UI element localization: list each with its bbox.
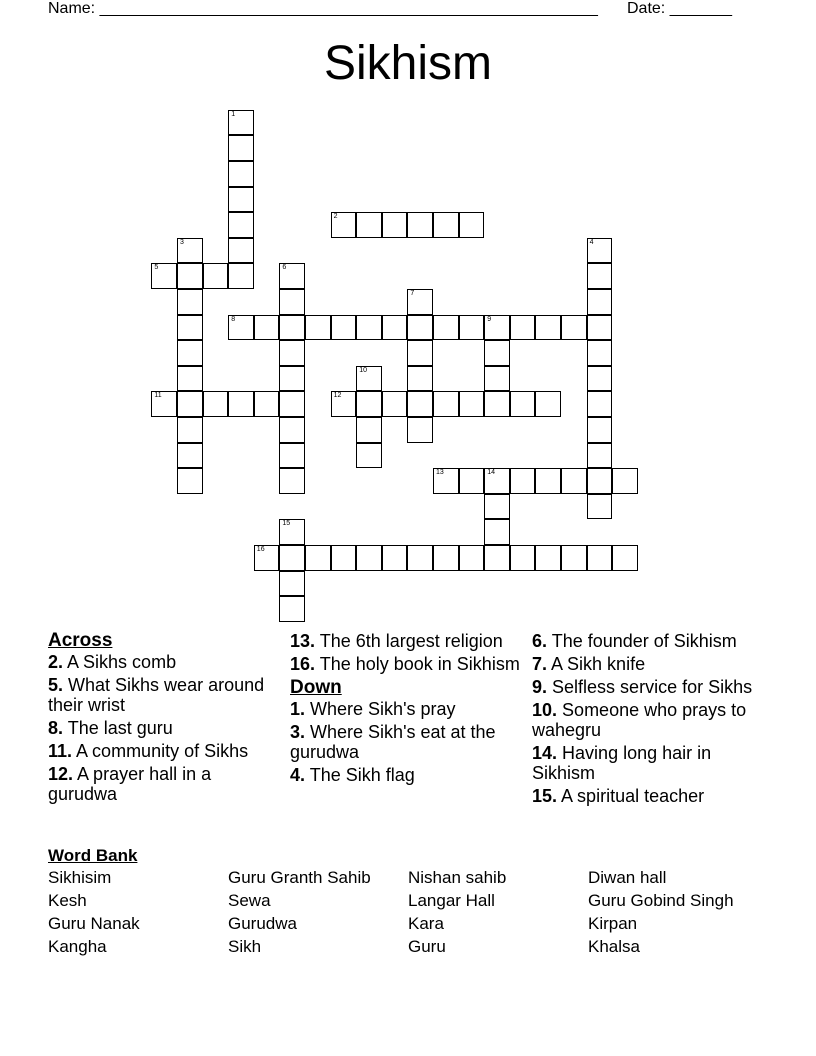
- grid-cell: [459, 315, 485, 341]
- grid-clue-number: 13: [436, 469, 444, 477]
- grid-cell: [203, 263, 229, 289]
- grid-cell: [356, 417, 382, 443]
- grid-cell: [382, 315, 408, 341]
- grid-cell: [228, 187, 254, 213]
- grid-cell: [484, 366, 510, 392]
- grid-cell: [279, 545, 305, 571]
- grid-cell: [459, 545, 485, 571]
- grid-cell: [587, 366, 613, 392]
- grid-cell: [254, 391, 280, 417]
- word-bank-item: Sikhisim: [48, 868, 112, 887]
- grid-cell: [305, 315, 331, 341]
- grid-clue-number: 10: [359, 366, 367, 374]
- grid-clue-number: 4: [589, 238, 594, 246]
- word-bank-item: Diwan hall: [588, 868, 667, 887]
- grid-cell: [433, 545, 459, 571]
- grid-cell: [612, 545, 638, 571]
- grid-cell: [433, 315, 459, 341]
- grid-cell: [254, 315, 280, 341]
- grid-cell: [279, 289, 305, 315]
- word-bank-item: Kesh: [48, 891, 87, 910]
- grid-cell: [510, 315, 536, 341]
- grid-cell: [484, 494, 510, 520]
- grid-cell: [279, 443, 305, 469]
- grid-cell: [177, 366, 203, 392]
- grid-cell: [203, 391, 229, 417]
- grid-cell: [228, 315, 254, 341]
- grid-cell: [331, 391, 357, 417]
- grid-cell: [177, 340, 203, 366]
- grid-cell: [407, 545, 433, 571]
- grid-cell: [535, 545, 561, 571]
- grid-cell: [587, 315, 613, 341]
- page-title: Sikhism: [323, 37, 493, 90]
- grid-clue-number: 14: [487, 469, 495, 477]
- clue-down-4: 4. The Sikh flag: [290, 765, 415, 785]
- word-bank: [48, 868, 768, 957]
- clue-column-1: [48, 630, 278, 807]
- grid-cell: [151, 263, 177, 289]
- clue-across-16: 16. The holy book in Sikhism: [290, 654, 520, 674]
- grid-cell: [228, 161, 254, 187]
- word-bank-item: Sikh: [228, 937, 262, 956]
- grid-cell: [356, 212, 382, 238]
- grid-cell: [612, 468, 638, 494]
- grid-cell: [407, 340, 433, 366]
- grid-cell: [433, 212, 459, 238]
- grid-cell: [484, 391, 510, 417]
- word-bank-heading: Word Bank: [48, 846, 138, 865]
- grid-clue-number: 16: [256, 546, 265, 553]
- grid-cell: [407, 315, 433, 341]
- word-bank-item: Nishan sahib: [408, 868, 507, 887]
- grid-cell: [587, 263, 613, 289]
- grid-cell: [459, 212, 485, 238]
- grid-cell: [356, 443, 382, 469]
- grid-clue-number: 8: [231, 315, 236, 323]
- grid-cell: [279, 366, 305, 392]
- word-bank-item: Kangha: [48, 937, 107, 956]
- grid-cell: [587, 391, 613, 417]
- grid-cell: [177, 443, 203, 469]
- grid-cell: [279, 417, 305, 443]
- grid-cell: [484, 468, 510, 494]
- grid-cell: [177, 417, 203, 443]
- grid-cell: [228, 238, 254, 264]
- grid-cell: [305, 545, 331, 571]
- clue-across-13: 13. The 6th largest religion: [290, 631, 503, 651]
- grid-cell: [228, 135, 254, 161]
- grid-cell: [587, 340, 613, 366]
- grid-cell: [382, 545, 408, 571]
- grid-cell: [356, 366, 382, 392]
- name-field-label: Name: ________________________________________________________: [48, 0, 598, 17]
- grid-cell: [407, 366, 433, 392]
- word-bank-item: Guru Granth Sahib: [228, 868, 371, 887]
- word-bank-item: Gurudwa: [228, 914, 297, 933]
- grid-cell: [587, 417, 613, 443]
- grid-cell: [561, 468, 587, 494]
- grid-cell: [484, 519, 510, 545]
- word-bank-item: Guru Nanak: [48, 914, 140, 933]
- clue-across-2: 2. A Sikhs comb: [48, 652, 177, 672]
- grid-cell: [279, 315, 305, 341]
- clue-across-12: 12. A prayer hall in a gurudwa: [48, 764, 212, 804]
- grid-cell: [279, 263, 305, 289]
- grid-clue-number: 11: [154, 392, 162, 400]
- clue-column-2: [290, 631, 520, 788]
- grid-cell: [459, 391, 485, 417]
- grid-cell: [484, 545, 510, 571]
- grid-cell: [356, 391, 382, 417]
- clue-down-1: 1. Where Sikh's pray: [290, 699, 456, 719]
- word-bank-item: Khalsa: [588, 937, 640, 956]
- grid-cell: [177, 468, 203, 494]
- grid-cell: [510, 468, 536, 494]
- grid-cell: [587, 289, 613, 315]
- grid-cell: [228, 391, 254, 417]
- grid-cell: [279, 340, 305, 366]
- grid-cell: [484, 340, 510, 366]
- grid-cell: [177, 289, 203, 315]
- grid-cell: [331, 545, 357, 571]
- grid-clue-number: 2: [333, 213, 338, 221]
- grid-clue-number: 12: [333, 392, 342, 400]
- grid-cell: [254, 545, 280, 571]
- grid-clue-number: 1: [231, 110, 236, 118]
- clue-down-9: 9. Selfless service for Sikhs: [532, 677, 753, 697]
- clue-column-3: [532, 631, 762, 809]
- grid-cell: [279, 596, 305, 622]
- grid-clue-number: 15: [282, 520, 291, 528]
- grid-cell: [510, 391, 536, 417]
- clue-across-11: 11. A community of Sikhs: [48, 741, 249, 761]
- across-heading: Across: [48, 630, 113, 651]
- grid-cell: [228, 110, 254, 136]
- clue-down-3: 3. Where Sikh's eat at the gurudwa: [290, 722, 496, 762]
- grid-cell: [535, 391, 561, 417]
- clue-down-14: 14. Having long hair in Sikhism: [532, 743, 712, 783]
- grid-cell: [177, 263, 203, 289]
- grid-cell: [228, 263, 254, 289]
- grid-cell: [407, 289, 433, 315]
- grid-cell: [459, 468, 485, 494]
- clue-down-7: 7. A Sikh knife: [532, 654, 646, 674]
- grid-cell: [331, 315, 357, 341]
- word-bank-item: Guru Gobind Singh: [588, 891, 734, 910]
- grid-cell: [279, 571, 305, 597]
- grid-cell: [587, 468, 613, 494]
- grid-clue-number: 9: [487, 315, 492, 323]
- clue-across-8: 8. The last guru: [48, 718, 173, 738]
- grid-cell: [151, 391, 177, 417]
- clue-down-6: 6. The founder of Sikhism: [532, 631, 737, 651]
- word-bank-item: Sewa: [228, 891, 271, 910]
- grid-cell: [177, 391, 203, 417]
- down-heading: Down: [290, 677, 342, 698]
- grid-clue-number: 6: [282, 264, 287, 272]
- grid-cell: [587, 545, 613, 571]
- date-field-label: Date: _______: [627, 0, 732, 17]
- grid-cell: [382, 391, 408, 417]
- word-bank-item: Kirpan: [588, 914, 638, 933]
- grid-cell: [407, 417, 433, 443]
- word-bank-item: Langar Hall: [408, 891, 495, 910]
- grid-cell: [535, 315, 561, 341]
- clue-across-5: 5. What Sikhs wear around their wrist: [48, 675, 265, 715]
- clue-down-15: 15. A spiritual teacher: [532, 786, 705, 806]
- grid-cell: [177, 315, 203, 341]
- grid-cell: [587, 443, 613, 469]
- grid-cell: [382, 212, 408, 238]
- grid-cell: [356, 315, 382, 341]
- grid-cell: [407, 212, 433, 238]
- clue-down-10: 10. Someone who prays to wahegru: [532, 700, 747, 740]
- grid-cell: [279, 468, 305, 494]
- grid-cell: [228, 212, 254, 238]
- grid-cell: [407, 391, 433, 417]
- grid-clue-number: 5: [154, 264, 159, 272]
- grid-clue-number: 7: [410, 290, 415, 297]
- grid-cell: [177, 238, 203, 264]
- word-bank-item: Kara: [408, 914, 444, 933]
- grid-clue-number: 3: [180, 238, 184, 246]
- grid-cell: [587, 238, 613, 264]
- grid-cell: [279, 519, 305, 545]
- grid-cell: [535, 468, 561, 494]
- word-bank-item: Guru: [408, 937, 446, 956]
- grid-cell: [433, 391, 459, 417]
- grid-cell: [331, 212, 357, 238]
- grid-cell: [561, 315, 587, 341]
- grid-cell: [587, 494, 613, 520]
- grid-cell: [510, 545, 536, 571]
- grid-cell: [433, 468, 459, 494]
- grid-cell: [484, 315, 510, 341]
- grid-cell: [279, 391, 305, 417]
- grid-cell: [561, 545, 587, 571]
- grid-cell: [356, 545, 382, 571]
